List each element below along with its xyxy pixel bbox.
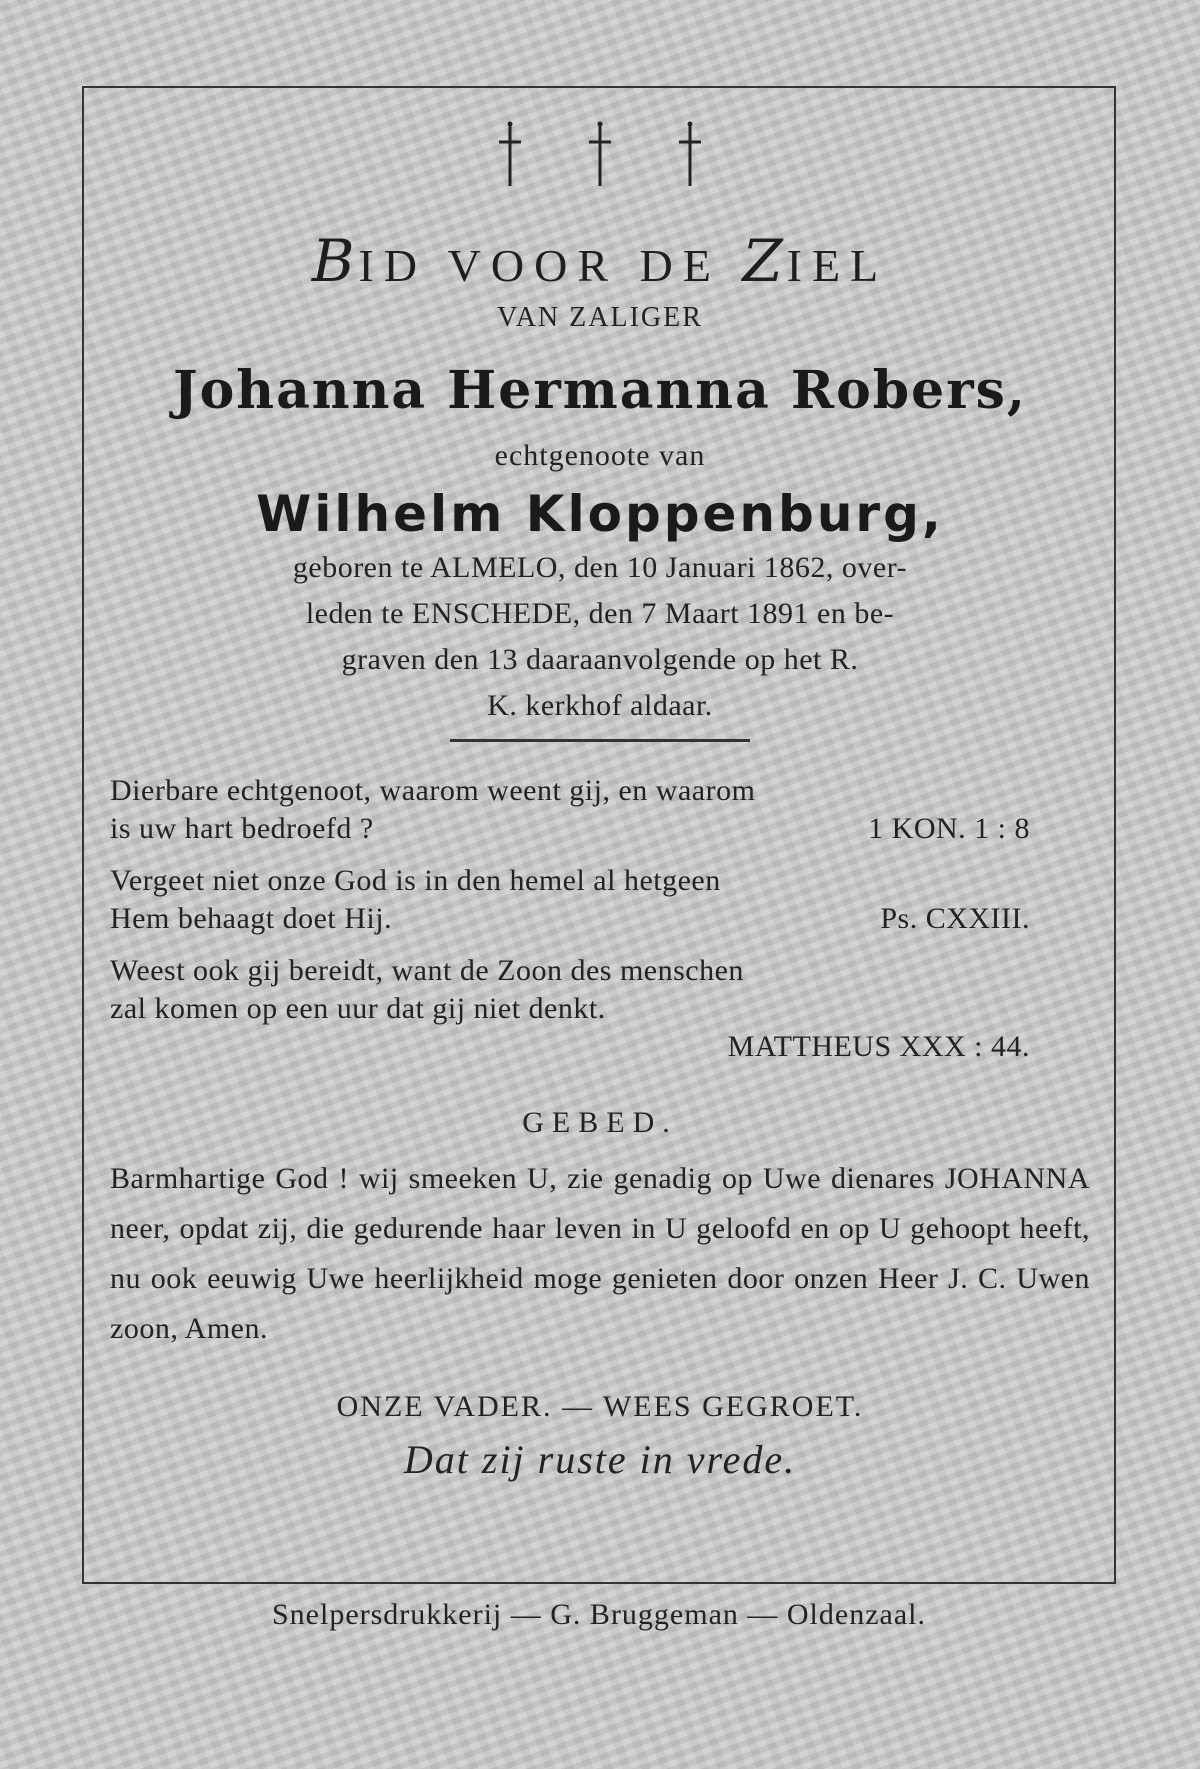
cross-icon bbox=[675, 120, 705, 190]
card-content bbox=[110, 110, 1090, 1483]
heading-text: IEL bbox=[786, 240, 889, 291]
verse-line-with-ref bbox=[110, 900, 1090, 938]
verse-reference: 1 KON. 1 : 8 bbox=[868, 811, 1030, 845]
heading-initial: B bbox=[311, 227, 359, 295]
spouse-of-label: echtgenoote van bbox=[494, 438, 706, 472]
crosses-row bbox=[110, 120, 1090, 200]
details-line: K. kerkhof aldaar. bbox=[487, 688, 713, 722]
deceased-name: Johanna Hermanna Robers, bbox=[172, 359, 1028, 421]
verse bbox=[110, 862, 1090, 938]
verse bbox=[110, 772, 1090, 848]
divider bbox=[450, 739, 750, 742]
verse-line-with-ref bbox=[110, 810, 1090, 848]
rest-in-peace: Dat zij ruste in vrede. bbox=[403, 1436, 797, 1482]
cross-icon bbox=[585, 120, 615, 190]
heading-text: ID VOOR DE bbox=[358, 240, 743, 291]
details-line: geboren te ALMELO, den 10 Januari 1862, over- bbox=[292, 550, 908, 584]
subheading: VAN ZALIGER bbox=[497, 301, 703, 333]
verse-line: Hem behaagt doet Hij. bbox=[110, 901, 393, 935]
verse-line: zal komen op een uur dat gij niet denkt. bbox=[110, 991, 606, 1025]
closing-line: ONZE VADER. — WEES GEGROET. bbox=[336, 1389, 864, 1423]
details-line: graven den 13 daaraanvolgende op het R. bbox=[341, 642, 859, 676]
verse-line: Dierbare echtgenoot, waarom weent gij, en waarom bbox=[110, 773, 756, 807]
spouse-name: Wilhelm Kloppenburg, bbox=[256, 484, 944, 543]
details-line: leden te ENSCHEDE, den 7 Maart 1891 en be- bbox=[305, 596, 895, 630]
verse-reference: MATTHEUS XXX : 44. bbox=[727, 1029, 1030, 1063]
heading-initial: Z bbox=[742, 227, 787, 295]
printer-credit: Snelpersdrukkerij — G. Bruggeman — Oldenzaal. bbox=[271, 1598, 926, 1631]
life-details bbox=[110, 545, 1090, 729]
verse-line: is uw hart bedroefd ? bbox=[110, 811, 374, 845]
prayer-text: Barmhartige God ! wij smeeken U, zie genadig op Uwe dienares JOHANNA neer, opdat zij, die gedurende haar leven in U geloofd en op U gehoopt heeft, nu ook eeuwig Uwe heerlijkheid moge genieten door onzen Heer J. C. Uwen zoon, Amen. bbox=[110, 1161, 1090, 1345]
verse-line: Weest ook gij bereidt, want de Zoon des menschen bbox=[110, 953, 744, 987]
prayer-title: GEBED. bbox=[522, 1105, 678, 1139]
verse bbox=[110, 952, 1090, 1066]
card-heading bbox=[110, 227, 1090, 295]
verse-line: Vergeet niet onze God is in den hemel al hetgeen bbox=[110, 863, 721, 897]
cross-icon bbox=[495, 120, 525, 190]
verse-reference: Ps. CXXIII. bbox=[880, 901, 1030, 935]
